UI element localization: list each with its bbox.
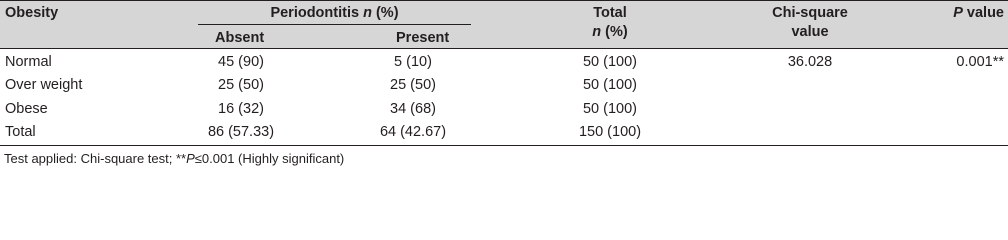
table-footnote — [4, 151, 344, 166]
row-obese-present: 34 (68) — [390, 101, 436, 117]
row-obese-label: Obese — [5, 101, 48, 117]
header-obesity: Obesity — [5, 5, 59, 21]
header-bottom-rule — [0, 48, 1008, 49]
row-overweight-label: Over weight — [5, 77, 83, 93]
row-total-total: 150 (100) — [578, 124, 642, 140]
header-total-pct: (%) — [601, 24, 628, 40]
header-periodontitis-label: Periodontitis — [270, 5, 364, 21]
header-total-unit — [560, 24, 660, 41]
header-p-letter: P — [953, 5, 963, 21]
header-periodontitis-unit: (%) — [371, 5, 399, 21]
row-total-label: Total — [5, 124, 36, 140]
header-total: Total — [593, 5, 627, 21]
header-chi-square: Chi-square — [772, 5, 848, 21]
row-total-present: 64 (42.67) — [379, 124, 447, 140]
header-p-label: value — [962, 5, 1004, 21]
row-normal-label: Normal — [5, 54, 52, 70]
footnote-suffix: ≤0.001 (Highly significant) — [194, 151, 345, 166]
header-periodontitis — [198, 5, 471, 22]
footnote-prefix: Test applied: Chi-square test; ** — [4, 151, 187, 166]
header-absent: Absent — [215, 30, 265, 46]
footnote-p: P — [186, 151, 195, 166]
row-normal-p: 0.001** — [956, 54, 1004, 70]
row-overweight-absent: 25 (50) — [218, 77, 264, 93]
row-normal-total: 50 (100) — [582, 54, 637, 70]
header-present: Present — [396, 30, 450, 46]
top-rule — [0, 0, 1008, 1]
row-obese-absent: 16 (32) — [218, 101, 264, 117]
bottom-rule — [0, 145, 1008, 146]
row-normal-absent: 45 (90) — [218, 54, 264, 70]
row-overweight-total: 50 (100) — [582, 77, 637, 93]
header-periodontitis-n: n — [363, 5, 372, 21]
periodontitis-underline — [198, 24, 471, 25]
row-normal-chi: 36.028 — [787, 54, 833, 70]
header-chi-value: value — [791, 24, 829, 40]
row-overweight-present: 25 (50) — [390, 77, 436, 93]
header-total-n: n — [592, 24, 602, 40]
row-obese-total: 50 (100) — [582, 101, 637, 117]
header-p-value — [900, 5, 1004, 22]
row-total-absent: 86 (57.33) — [207, 124, 275, 140]
row-normal-present: 5 (10) — [394, 54, 432, 70]
